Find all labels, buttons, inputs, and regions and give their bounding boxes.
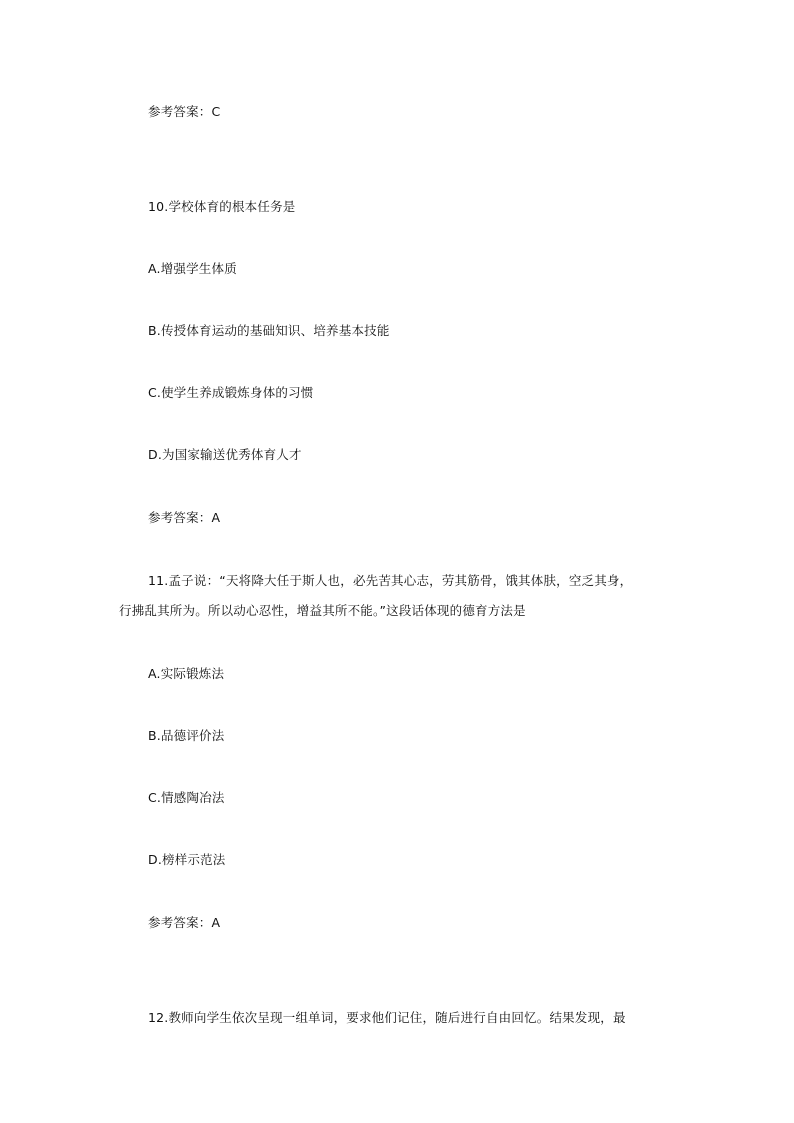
- question-12-line-1: 12.教师向学生依次呈现一组单词，要求他们记住，随后进行自由回忆。结果发现，最: [148, 1010, 626, 1025]
- q11-option-b: B.品德评价法: [148, 728, 225, 743]
- answer-q9: 参考答案：C: [148, 104, 221, 119]
- q11-option-c: C.情感陶冶法: [148, 790, 225, 805]
- q10-option-b: B.传授体育运动的基础知识、培养基本技能: [148, 323, 390, 338]
- q10-option-a: A.增强学生体质: [148, 261, 237, 276]
- q11-option-a: A.实际锻炼法: [148, 666, 225, 681]
- question-11-line-1: 11.孟子说：“天将降大任于斯人也，必先苦其心志，劳其筋骨，饿其体肤，空乏其身，: [148, 573, 633, 588]
- question-11-line-2: 行拂乱其所为。所以动心忍性，增益其所不能。”这段话体现的德育方法是: [119, 603, 526, 618]
- answer-q10: 参考答案：A: [148, 510, 221, 525]
- q10-option-c: C.使学生养成锻炼身体的习惯: [148, 385, 314, 400]
- question-10: 10.学校体育的根本任务是: [148, 199, 296, 214]
- answer-q11: 参考答案：A: [148, 915, 221, 930]
- q11-option-d: D.榜样示范法: [148, 852, 226, 867]
- q10-option-d: D.为国家输送优秀体育人才: [148, 447, 302, 462]
